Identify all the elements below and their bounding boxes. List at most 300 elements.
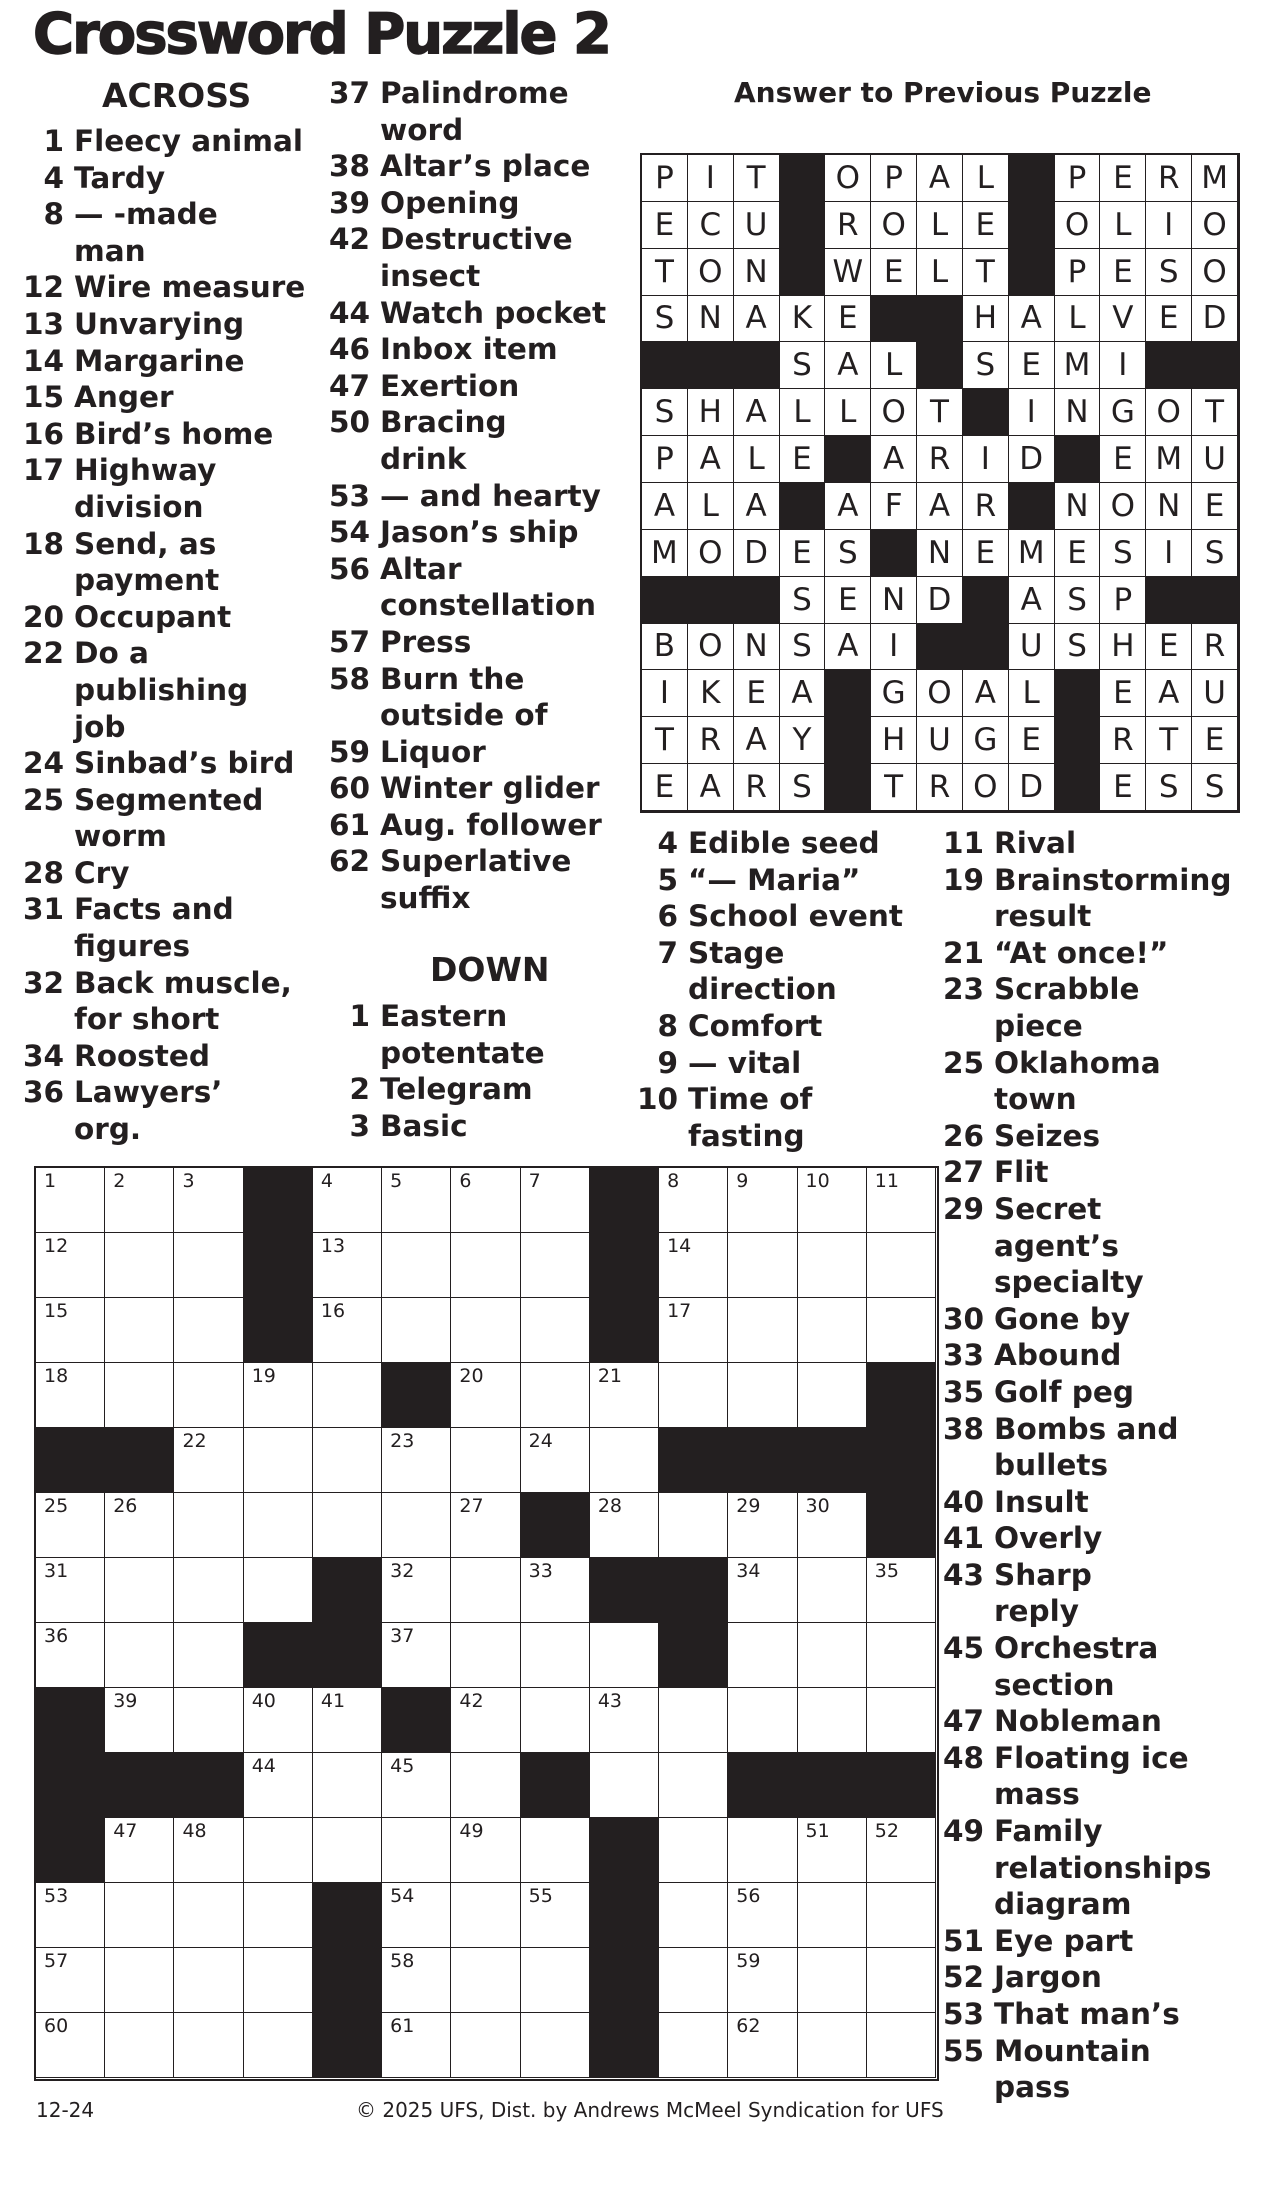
grid-cell[interactable] (867, 1558, 936, 1623)
grid-black-square (36, 1688, 105, 1753)
clue-text (370, 514, 579, 551)
grid-cell[interactable] (659, 1233, 728, 1298)
answer-letter-cell: O (917, 670, 963, 717)
grid-cell[interactable] (451, 1818, 520, 1883)
clue-text-line: job (74, 709, 126, 744)
clue-number: 39 (328, 185, 370, 220)
grid-cell[interactable] (521, 1623, 590, 1688)
clue-text (64, 855, 129, 892)
clue-text-line: Lawyers’ (74, 1075, 223, 1110)
grid-black-square (174, 1753, 243, 1818)
grid-cell[interactable] (867, 1168, 936, 1233)
clue-number: 12 (22, 270, 64, 305)
grid-cell-number: 20 (459, 1365, 484, 1387)
answer-letter-cell: N (1146, 483, 1192, 530)
clue-text (678, 1045, 801, 1082)
clue-text-line: constellation (380, 588, 597, 623)
grid-cell[interactable] (244, 1883, 313, 1948)
grid-cell[interactable] (382, 1558, 451, 1623)
clue-text (984, 971, 1140, 1044)
previous-answer-heading: Answer to Previous Puzzle (734, 76, 1152, 109)
grid-cell[interactable] (659, 1298, 728, 1363)
clue-text (64, 599, 231, 636)
grid-cell[interactable] (451, 1753, 520, 1818)
clue-text-line: fasting (688, 1118, 805, 1153)
grid-cell[interactable] (798, 1688, 867, 1753)
grid-cell[interactable] (659, 1753, 728, 1818)
clue-down-35 (932, 1374, 1267, 1411)
clue-text-line: Tardy (74, 160, 166, 195)
grid-cell[interactable] (659, 1688, 728, 1753)
grid-cell-number: 19 (251, 1365, 276, 1387)
answer-black-cell (917, 624, 963, 671)
grid-cell[interactable] (313, 1233, 382, 1298)
clue-text-line: relationships (994, 1850, 1212, 1885)
grid-cell[interactable] (451, 1948, 520, 2013)
clue-down-5 (626, 862, 946, 899)
grid-cell[interactable] (451, 1883, 520, 1948)
grid-black-square (590, 1168, 659, 1233)
grid-cell[interactable] (728, 1298, 797, 1363)
grid-cell[interactable] (798, 1883, 867, 1948)
clue-text-line: Bird’s home (74, 416, 274, 451)
grid-cell[interactable] (590, 1493, 659, 1558)
grid-cell[interactable] (105, 1818, 174, 1883)
clue-number: 44 (328, 295, 370, 330)
clue-across-39 (318, 185, 638, 222)
clue-across-42 (318, 221, 638, 294)
grid-cell[interactable] (174, 1233, 243, 1298)
grid-cell[interactable] (313, 1753, 382, 1818)
grid-cell[interactable] (105, 1298, 174, 1363)
answer-letter-cell: N (734, 249, 780, 296)
grid-cell[interactable] (521, 1428, 590, 1493)
grid-cell[interactable] (105, 1493, 174, 1558)
grid-cell[interactable] (174, 1623, 243, 1688)
grid-cell[interactable] (36, 1623, 105, 1688)
grid-cell[interactable] (590, 1688, 659, 1753)
grid-cell[interactable] (174, 1168, 243, 1233)
answer-letter-cell: E (780, 436, 826, 483)
grid-cell[interactable] (244, 1558, 313, 1623)
grid-cell[interactable] (798, 1168, 867, 1233)
down-clues-column-3 (932, 825, 1267, 2106)
grid-cell[interactable] (451, 1298, 520, 1363)
grid-cell[interactable] (659, 1493, 728, 1558)
grid-cell[interactable] (382, 2013, 451, 2078)
grid-cell[interactable] (244, 1818, 313, 1883)
grid-cell[interactable] (867, 1818, 936, 1883)
across-clues-column-2 (318, 75, 638, 917)
grid-cell[interactable] (521, 1818, 590, 1883)
grid-cell[interactable] (313, 1363, 382, 1428)
clue-text (64, 306, 244, 343)
grid-cell[interactable] (728, 1168, 797, 1233)
grid-cell-number: 28 (597, 1495, 623, 1517)
grid-cell[interactable] (521, 1883, 590, 1948)
grid-cell[interactable] (174, 2013, 243, 2078)
clue-number: 23 (942, 972, 984, 1007)
clue-across-20 (12, 599, 317, 636)
grid-cell[interactable] (728, 1818, 797, 1883)
clue-number: 2 (349, 1072, 370, 1107)
grid-cell[interactable] (659, 1883, 728, 1948)
answer-letter-cell: H (871, 717, 917, 764)
clue-text-line: Aug. follower (380, 807, 602, 842)
answer-letter-cell: R (1100, 717, 1146, 764)
clue-text-line: Eastern (380, 999, 508, 1033)
clue-down-21 (932, 935, 1267, 972)
grid-cell[interactable] (313, 1168, 382, 1233)
clue-down-40 (932, 1484, 1267, 1521)
clue-text-line: Segmented (74, 782, 264, 817)
clue-text-line: Fleecy animal (74, 124, 304, 158)
grid-cell[interactable] (728, 1558, 797, 1623)
clue-text (984, 1923, 1133, 1960)
grid-black-square (244, 1623, 313, 1688)
grid-cell[interactable] (105, 1233, 174, 1298)
grid-cell[interactable] (105, 1168, 174, 1233)
grid-cell[interactable] (244, 1948, 313, 2013)
grid-cell[interactable] (798, 1363, 867, 1428)
grid-cell[interactable] (36, 1298, 105, 1363)
clue-text (984, 1630, 1158, 1703)
grid-cell[interactable] (244, 1688, 313, 1753)
clue-text-line: Gone by (994, 1301, 1131, 1336)
clue-text-line: Roosted (74, 1038, 211, 1073)
answer-letter-cell: I (1100, 342, 1146, 389)
clue-text-line: section (994, 1667, 1115, 1702)
grid-cell[interactable] (382, 1623, 451, 1688)
grid-cell[interactable] (36, 1233, 105, 1298)
grid-cell[interactable] (728, 1948, 797, 2013)
grid-cell[interactable] (36, 1493, 105, 1558)
answer-letter-cell: S (780, 764, 826, 811)
clue-down-26 (932, 1118, 1267, 1155)
clue-text (984, 1411, 1178, 1484)
grid-cell[interactable] (867, 1688, 936, 1753)
grid-cell[interactable] (382, 1948, 451, 2013)
answer-letter-cell: O (825, 155, 871, 202)
answer-letter-cell: O (1055, 202, 1101, 249)
grid-cell[interactable] (313, 1688, 382, 1753)
grid-cell[interactable] (798, 1948, 867, 2013)
answer-black-cell (1055, 764, 1101, 811)
grid-cell[interactable] (798, 1493, 867, 1558)
grid-cell-number: 36 (44, 1625, 69, 1647)
clue-text (370, 551, 596, 624)
grid-cell[interactable] (36, 1883, 105, 1948)
grid-cell[interactable] (174, 1948, 243, 2013)
grid-cell[interactable] (798, 1818, 867, 1883)
grid-cell[interactable] (521, 1363, 590, 1428)
grid-cell[interactable] (728, 1623, 797, 1688)
clue-down-45 (932, 1630, 1267, 1703)
grid-black-square (313, 1883, 382, 1948)
answer-black-cell (1192, 577, 1238, 624)
grid-cell[interactable] (244, 1493, 313, 1558)
grid-cell[interactable] (867, 1623, 936, 1688)
clue-down-53 (932, 1996, 1267, 2033)
grid-cell[interactable] (521, 2013, 590, 2078)
grid-cell[interactable] (728, 1493, 797, 1558)
answer-letter-cell: E (1055, 530, 1101, 577)
clue-text-line: Do a (74, 636, 149, 671)
grid-cell[interactable] (521, 1298, 590, 1363)
clue-text-line: Mountain (994, 2033, 1151, 2068)
clue-number: 29 (942, 1191, 984, 1226)
clue-text (370, 368, 519, 405)
grid-cell-number: 1 (44, 1170, 57, 1192)
grid-cell[interactable] (451, 1168, 520, 1233)
clue-number: 3 (349, 1108, 370, 1143)
clue-across-8 (12, 196, 317, 269)
grid-cell[interactable] (105, 1948, 174, 2013)
grid-cell[interactable] (382, 1233, 451, 1298)
grid-cell[interactable] (451, 1233, 520, 1298)
clue-across-47 (318, 368, 638, 405)
grid-cell[interactable] (659, 2013, 728, 2078)
answer-black-cell (825, 717, 871, 764)
grid-cell[interactable] (867, 1233, 936, 1298)
clue-text-line: figures (74, 929, 191, 964)
clue-text (678, 862, 860, 899)
grid-cell[interactable] (36, 1363, 105, 1428)
grid-cell[interactable] (728, 1233, 797, 1298)
clue-text-line: word (380, 112, 464, 147)
answer-letter-cell: N (688, 296, 734, 343)
answer-letter-cell: M (642, 530, 688, 577)
answer-letter-cell: C (688, 202, 734, 249)
answer-letter-cell: I (1146, 202, 1192, 249)
clue-across-22 (12, 635, 317, 745)
clue-text-line: pass (994, 2070, 1071, 2105)
grid-cell[interactable] (174, 1688, 243, 1753)
answer-letter-cell: E (642, 764, 688, 811)
grid-cell[interactable] (451, 1363, 520, 1428)
grid-cell[interactable] (451, 1493, 520, 1558)
answer-letter-cell: I (871, 624, 917, 671)
grid-black-square (521, 1753, 590, 1818)
clue-text-line: That man’s (994, 1997, 1180, 2031)
grid-cell[interactable] (521, 1948, 590, 2013)
clue-number: 17 (22, 453, 64, 488)
grid-cell[interactable] (798, 1558, 867, 1623)
clue-text-line: Seizes (994, 1118, 1101, 1153)
clue-across-44 (318, 295, 638, 332)
clue-number: 38 (942, 1411, 984, 1446)
grid-cell[interactable] (659, 1363, 728, 1428)
grid-black-square (728, 1428, 797, 1493)
grid-cell[interactable] (313, 1298, 382, 1363)
clue-number: 40 (942, 1484, 984, 1519)
grid-black-square (590, 1233, 659, 1298)
clue-text (984, 935, 1168, 972)
grid-cell[interactable] (244, 1428, 313, 1493)
clue-across-36 (12, 1074, 317, 1147)
grid-cell[interactable] (105, 1623, 174, 1688)
clue-text (64, 343, 245, 380)
grid-cell[interactable] (590, 1753, 659, 1818)
grid-cell[interactable] (105, 1883, 174, 1948)
answer-black-cell (780, 202, 826, 249)
grid-cell[interactable] (313, 1493, 382, 1558)
grid-cell[interactable] (867, 2013, 936, 2078)
clue-text (64, 965, 292, 1038)
answer-letter-cell: L (963, 155, 1009, 202)
grid-cell[interactable] (174, 1298, 243, 1363)
answer-letter-cell: E (1100, 249, 1146, 296)
grid-cell[interactable] (174, 1428, 243, 1493)
grid-cell[interactable] (728, 1363, 797, 1428)
grid-cell-number: 18 (44, 1365, 69, 1387)
grid-cell[interactable] (36, 1558, 105, 1623)
answer-letter-cell: O (688, 249, 734, 296)
across-heading: ACROSS (102, 76, 252, 115)
grid-cell-number: 13 (320, 1235, 346, 1257)
clue-number: 53 (328, 478, 370, 513)
grid-cell[interactable] (798, 1233, 867, 1298)
grid-cell[interactable] (590, 1363, 659, 1428)
grid-cell[interactable] (798, 1298, 867, 1363)
grid-black-square (313, 1558, 382, 1623)
answer-black-cell (1055, 670, 1101, 717)
answer-black-cell (1009, 483, 1055, 530)
grid-cell[interactable] (382, 1493, 451, 1558)
grid-cell-number: 56 (736, 1885, 761, 1907)
grid-black-square (36, 1428, 105, 1493)
grid-cell[interactable] (521, 1168, 590, 1233)
answer-black-cell (734, 577, 780, 624)
grid-cell[interactable] (521, 1688, 590, 1753)
answer-letter-cell: A (963, 670, 1009, 717)
answer-letter-cell: A (688, 764, 734, 811)
grid-cell[interactable] (798, 2013, 867, 2078)
answer-letter-cell: L (1055, 296, 1101, 343)
grid-cell[interactable] (659, 1818, 728, 1883)
grid-cell[interactable] (728, 1883, 797, 1948)
grid-cell[interactable] (451, 1623, 520, 1688)
grid-cell[interactable] (382, 1298, 451, 1363)
clue-across-32 (12, 965, 317, 1038)
grid-cell[interactable] (451, 1688, 520, 1753)
grid-cell[interactable] (451, 1558, 520, 1623)
grid-cell[interactable] (590, 1428, 659, 1493)
grid-cell[interactable] (382, 1753, 451, 1818)
answer-letter-cell: L (688, 483, 734, 530)
grid-cell[interactable] (36, 1948, 105, 2013)
clue-down-4 (626, 825, 946, 862)
grid-cell[interactable] (105, 2013, 174, 2078)
grid-cell[interactable] (451, 2013, 520, 2078)
page-title: Crossword Puzzle 2 (33, 2, 610, 67)
grid-cell[interactable] (382, 1883, 451, 1948)
grid-cell[interactable] (867, 1883, 936, 1948)
clue-text-line: Oklahoma (994, 1045, 1161, 1080)
grid-black-square (590, 1818, 659, 1883)
answer-letter-cell: E (825, 577, 871, 624)
answer-letter-cell: S (780, 342, 826, 389)
grid-cell[interactable] (382, 1428, 451, 1493)
answer-letter-cell: A (825, 483, 871, 530)
grid-cell-number: 39 (113, 1690, 138, 1712)
grid-cell-number: 6 (459, 1170, 472, 1192)
clue-number: 36 (22, 1075, 64, 1110)
answer-letter-cell: T (1192, 389, 1238, 436)
grid-cell[interactable] (313, 1428, 382, 1493)
clue-number: 20 (22, 599, 64, 634)
grid-cell[interactable] (659, 1948, 728, 2013)
clue-text-line: Stage (688, 935, 785, 970)
clue-text (984, 1337, 1121, 1374)
grid-cell[interactable] (521, 1558, 590, 1623)
grid-black-square (659, 1558, 728, 1623)
grid-cell[interactable] (174, 1818, 243, 1883)
grid-black-square (36, 1753, 105, 1818)
grid-cell[interactable] (382, 1168, 451, 1233)
grid-cell[interactable] (244, 2013, 313, 2078)
clue-text-line: Jason’s ship (380, 515, 579, 550)
grid-black-square (798, 1753, 867, 1818)
grid-cell[interactable] (728, 1688, 797, 1753)
answer-letter-cell: E (1146, 624, 1192, 671)
clue-across-14 (12, 343, 317, 380)
clue-text-line: piece (994, 1008, 1083, 1043)
grid-cell[interactable] (244, 1753, 313, 1818)
clue-text-line: Nobleman (994, 1704, 1162, 1739)
grid-cell[interactable] (244, 1363, 313, 1428)
answer-black-cell (780, 483, 826, 530)
clue-text-line: division (74, 489, 204, 524)
answer-letter-cell: K (780, 296, 826, 343)
clue-across-17 (12, 452, 317, 525)
clue-text (370, 624, 471, 661)
answer-letter-cell: T (963, 249, 1009, 296)
clue-across-31 (12, 891, 317, 964)
grid-cell[interactable] (521, 1233, 590, 1298)
grid-cell[interactable] (867, 1948, 936, 2013)
clue-number: 33 (942, 1338, 984, 1373)
grid-cell[interactable] (36, 1168, 105, 1233)
clue-text-line: worm (74, 819, 167, 854)
grid-cell[interactable] (313, 1818, 382, 1883)
crossword-grid[interactable] (34, 1166, 939, 2081)
grid-cell[interactable] (174, 1883, 243, 1948)
grid-cell[interactable] (590, 1623, 659, 1688)
clue-down-52 (932, 1959, 1267, 1996)
grid-black-square (590, 1558, 659, 1623)
grid-cell[interactable] (451, 1428, 520, 1493)
grid-cell[interactable] (36, 2013, 105, 2078)
grid-cell[interactable] (798, 1623, 867, 1688)
grid-cell[interactable] (174, 1558, 243, 1623)
clue-number: 55 (942, 2033, 984, 2068)
answer-letter-cell: N (1055, 483, 1101, 530)
clue-down-1 (318, 998, 638, 1071)
grid-cell[interactable] (382, 1818, 451, 1883)
grid-cell[interactable] (174, 1363, 243, 1428)
grid-cell[interactable] (728, 2013, 797, 2078)
grid-cell[interactable] (867, 1298, 936, 1363)
grid-cell[interactable] (174, 1493, 243, 1558)
clue-text (64, 782, 263, 855)
grid-cell[interactable] (105, 1688, 174, 1753)
clue-number: 8 (657, 1008, 678, 1043)
grid-cell[interactable] (659, 1168, 728, 1233)
answer-letter-cell: E (1192, 483, 1238, 530)
grid-cell[interactable] (105, 1363, 174, 1428)
grid-cell[interactable] (105, 1558, 174, 1623)
